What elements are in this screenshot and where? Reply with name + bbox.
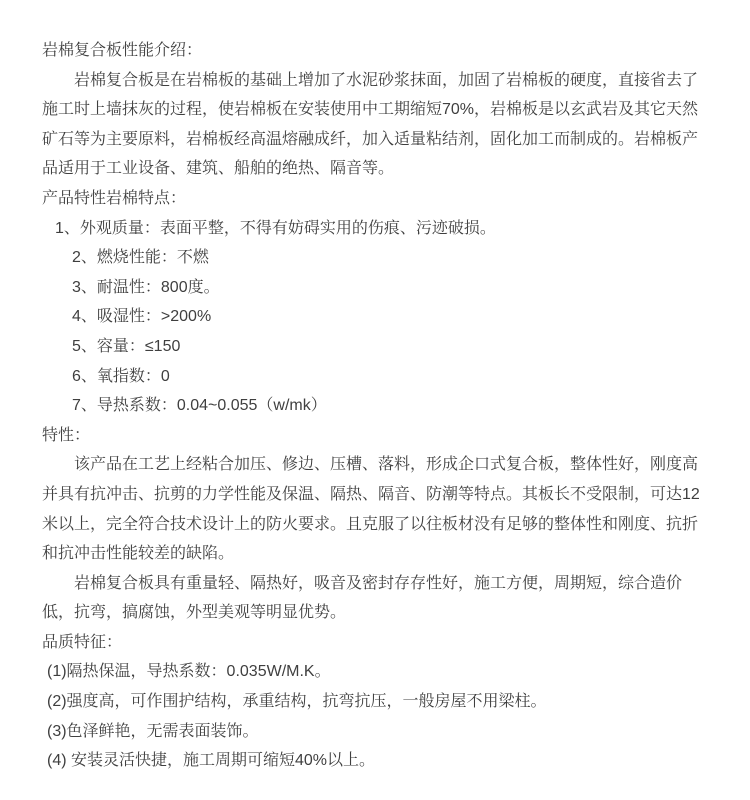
doc-title: 岩棉复合板性能介绍： <box>42 42 203 59</box>
traits-heading: 特性： <box>42 426 91 444</box>
feature-item-3: 3、耐温性：800度。 <box>72 278 220 296</box>
feature-item-6: 6、氧指数：0 <box>72 367 170 385</box>
traits-paragraph-1: 该产品在工艺上经粘合加压、修边、压槽、落料，形成企口式复合板，整体性好，刚度高并具有抗冲击、抗剪的力学性能及保温、隔热、隔音、防潮等特点。其板长不受限制，可达12米以上，完全符合技术设计上的防火要求。且克服了以往板材没有足够的整体性和刚度、抗折和抗冲击性能较差的缺陷。 <box>42 456 700 563</box>
quality-item-1: (1)隔热保温，导热系数：0.035W/M.K。 <box>47 663 331 681</box>
traits-paragraph-2: 岩棉复合板具有重量轻、隔热好，吸音及密封存存性好，施工方便，周期短，综合造价低，抗弯，搞腐蚀，外型美观等明显优势。 <box>42 574 683 622</box>
feature-item-7: 7、导热系数：0.04~0.055（w/mk） <box>72 397 327 415</box>
feature-item-5: 5、容量：≤150 <box>72 337 181 355</box>
quality-item-3: (3)色泽鲜艳，无需表面装饰。 <box>47 722 259 740</box>
feature-item-4: 4、吸湿性：>200% <box>72 308 212 326</box>
quality-item-4: (4) 安装灵活快捷，施工周期可缩短40%以上。 <box>47 752 376 770</box>
intro-paragraph: 岩棉复合板是在岩棉板的基础上增加了水泥砂浆抹面，加固了岩棉板的硬度，直接省去了施工时上墙抹灰的过程，使岩棉板在安装使用中工期缩短70%，岩棉板是以玄武岩及其它天然矿石等为主要原料，岩棉板经高温熔融成纤，加入适量粘结剂，固化加工而制成的。岩棉板产品适用于工业设备、建筑、船舶的绝热、隔音等。 <box>42 71 699 178</box>
feature-item-2: 2、燃烧性能：不燃 <box>72 249 209 267</box>
features-heading: 产品特性岩棉特点： <box>42 189 187 207</box>
quality-heading: 品质特征： <box>42 633 123 651</box>
quality-item-2: (2)强度高，可作围护结构，承重结构，抗弯抗压，一般房屋不用梁柱。 <box>47 693 547 711</box>
feature-item-1: 1、外观质量：表面平整，不得有妨碍实用的伤痕、污迹破损。 <box>55 219 496 237</box>
